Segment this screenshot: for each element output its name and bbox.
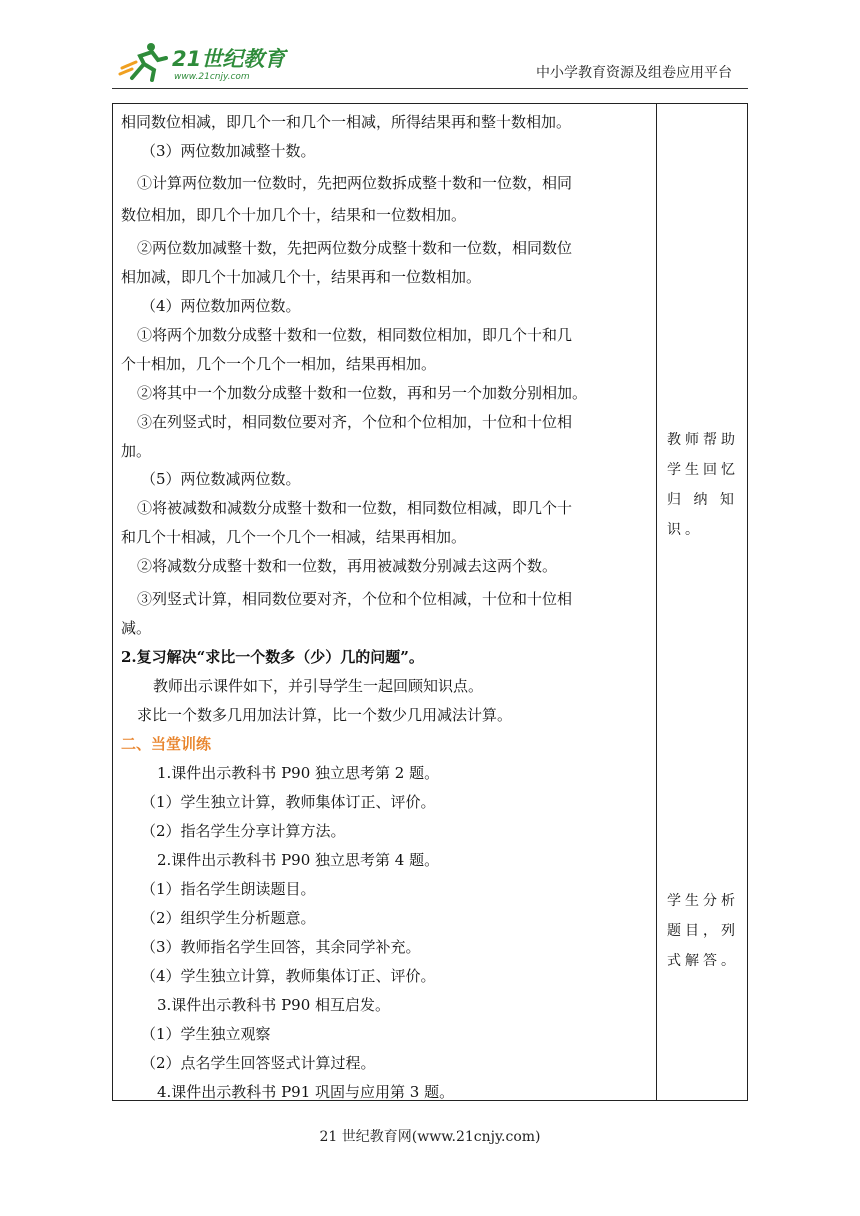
content-line: ③列竖式计算，相同数位要对齐，个位和个位相减，十位和十位相 xyxy=(137,590,573,608)
note-line: 教师帮助 xyxy=(667,432,739,448)
note-line: 归 纳 知 xyxy=(667,492,738,508)
content-line: （1）指名学生朗读题目。 xyxy=(141,880,316,898)
content-line: （2）指名学生分享计算方法。 xyxy=(141,822,346,840)
content-line: （2）点名学生回答竖式计算过程。 xyxy=(141,1054,376,1072)
content-line: 减。 xyxy=(121,619,152,637)
note-line: 识。 xyxy=(667,522,703,538)
content-line: 个十相加，几个一个几个一相加，结果再相加。 xyxy=(121,355,437,373)
section-heading-training: 二、当堂训练 xyxy=(121,735,212,753)
site-logo xyxy=(118,38,288,84)
content-line: ①将两个加数分成整十数和一位数，相同数位相加，即几个十和几 xyxy=(137,326,573,344)
note-line: 学生回忆 xyxy=(667,462,739,478)
content-line: 数位相加，即几个十加几个十，结果和一位数相加。 xyxy=(121,206,467,224)
content-line: （2）组织学生分析题意。 xyxy=(141,909,316,927)
content-line: ①计算两位数加一位数时，先把两位数拆成整十数和一位数，相同 xyxy=(137,174,573,192)
content-line: ②将其中一个加数分成整十数和一位数，再和另一个加数分别相加。 xyxy=(137,384,588,402)
lesson-table xyxy=(112,103,748,1101)
content-line: 4.课件出示教科书 P91 巩固与应用第 3 题。 xyxy=(157,1083,455,1101)
content-line: （1）学生独立计算，教师集体订正、评价。 xyxy=(141,793,436,811)
runner-icon xyxy=(120,43,166,80)
content-line: ③在列竖式时，相同数位要对齐，个位和个位相加，十位和十位相 xyxy=(137,413,573,431)
content-line: 3.课件出示教科书 P90 相互启发。 xyxy=(157,996,391,1014)
content-line: （1）学生独立观察 xyxy=(141,1025,271,1043)
content-line: （4）学生独立计算，教师集体订正、评价。 xyxy=(141,967,436,985)
content-line: ②将减数分成整十数和一位数，再用被减数分别减去这两个数。 xyxy=(137,557,558,575)
teacher-note xyxy=(667,425,743,545)
content-line: （3）两位数加减整十数。 xyxy=(141,142,316,160)
content-line: 相加减，即几个十加减几个十，结果再和一位数相加。 xyxy=(121,268,482,286)
content-line: 1.课件出示教科书 P90 独立思考第 2 题。 xyxy=(157,764,440,782)
section-heading: 2.复习解决“求比一个数多（少）几的问题”。 xyxy=(121,648,424,666)
note-line: 题目，列 xyxy=(667,923,739,939)
content-line: （3）教师指名学生回答，其余同学补充。 xyxy=(141,938,421,956)
content-line: ②两位数加减整十数，先把两位数分成整十数和一位数，相同数位 xyxy=(137,239,573,257)
content-line: 和几个十相减，几个一个几个一相减，结果再相加。 xyxy=(121,528,467,546)
logo-url: www.21cnjy.com xyxy=(174,72,250,82)
content-line: 2.课件出示教科书 P90 独立思考第 4 题。 xyxy=(157,851,440,869)
content-line: ①将被减数和减数分成整十数和一位数，相同数位相减，即几个十 xyxy=(137,499,573,517)
header-divider xyxy=(112,88,748,89)
logo-text: 21世纪教育 xyxy=(172,47,286,71)
content-line: 教师出示课件如下，并引导学生一起回顾知识点。 xyxy=(153,677,484,695)
content-line: （5）两位数减两位数。 xyxy=(141,470,301,488)
note-line: 学生分析 xyxy=(667,893,739,909)
content-line: 相同数位相减，即几个一和几个一相减，所得结果再和整十数相加。 xyxy=(121,113,572,131)
page-footer: 21 世纪教育网(www.21cnjy.com) xyxy=(319,1129,541,1145)
content-line: （4）两位数加两位数。 xyxy=(141,297,301,315)
student-note xyxy=(667,886,743,976)
platform-name: 中小学教育资源及组卷应用平台 xyxy=(536,65,732,81)
content-line: 求比一个数多几用加法计算，比一个数少几用减法计算。 xyxy=(137,706,513,724)
content-line: 加。 xyxy=(121,442,152,460)
note-line: 式解答。 xyxy=(667,953,739,969)
